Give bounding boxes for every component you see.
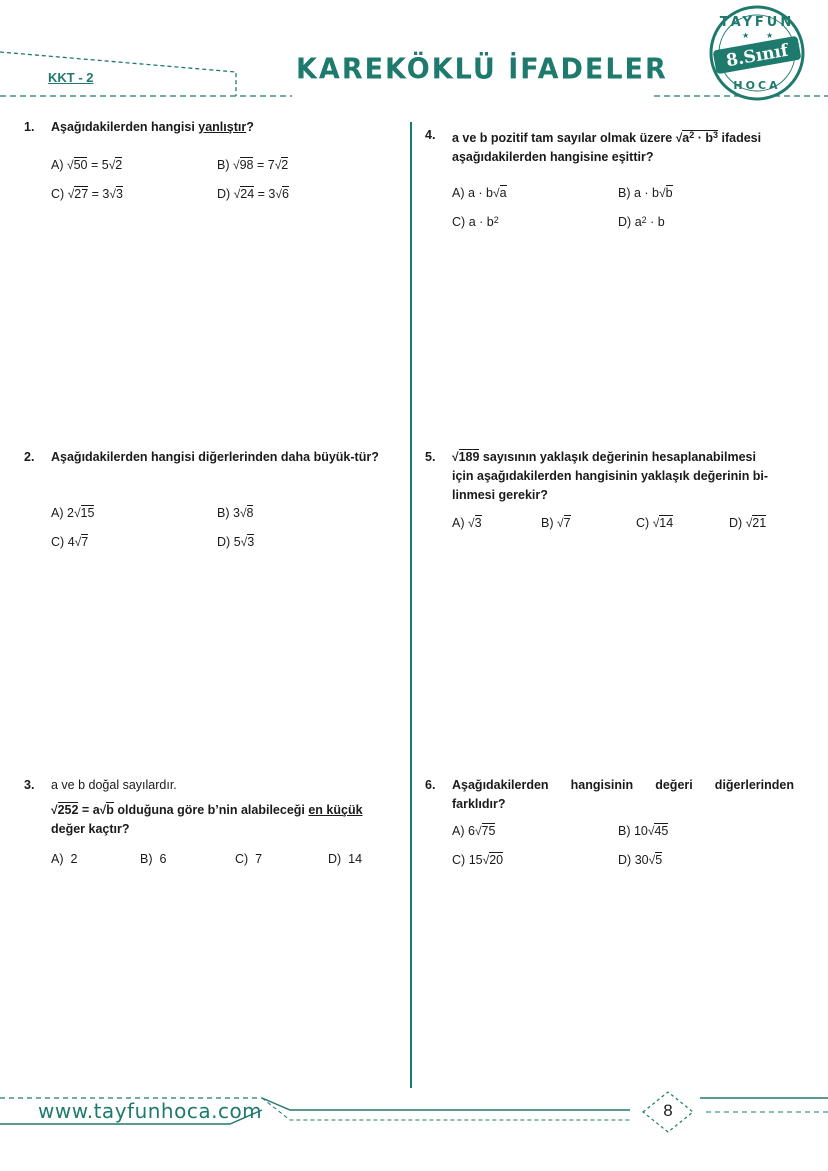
option-b[interactable]: B) √7 [541, 516, 571, 530]
option-d[interactable]: D) 14 [328, 852, 363, 866]
brand-badge [708, 4, 806, 102]
question-number: 1. [24, 120, 35, 134]
option-a[interactable]: A) 2√15 [51, 506, 95, 520]
option-d[interactable]: D) √24 = 3√6 [217, 187, 289, 201]
option-b[interactable]: B) 10√45 [618, 824, 669, 838]
question-text: Aşağıdakilerden hangisi diğerlerinden daha büyük-tür? [51, 450, 379, 464]
question-5 [425, 448, 800, 548]
option-b[interactable]: B) √98 = 7√2 [217, 158, 289, 172]
question-2 [24, 448, 394, 558]
question-3 [24, 776, 399, 876]
option-a[interactable]: A) √3 [452, 516, 482, 530]
page-title: KAREKÖKLÜ İFADELER [296, 53, 668, 86]
option-d[interactable]: D) $a^2 \cdot b$ [618, 215, 665, 229]
badge-seal-icon [708, 4, 806, 102]
question-text-line-2: için aşağıdakilerden hangisinin yaklaşık değerinin bi- [452, 469, 769, 483]
question-text-line-1: a ve b pozitif tam sayılar olmak üzere $√a^2 \cdot b^3$ ifadesi [452, 130, 762, 145]
question-text-line-2: √252 = a√b olduğuna göre b’nin alabileceği en küçük [51, 803, 363, 817]
page-number: 8 [663, 1101, 673, 1120]
question-text-line-3: değer kaçtır? [51, 822, 130, 836]
website-link[interactable]: www.tayfunhoca.com [38, 1099, 263, 1123]
question-number: 4. [425, 128, 436, 142]
option-c[interactable]: C) 4√7 [51, 535, 89, 549]
question-number: 5. [425, 450, 436, 464]
option-b[interactable]: B) 3√8 [217, 506, 254, 520]
question-4 [425, 126, 800, 236]
question-text-line-2: aşağıdakilerden hangisine eşittir? [452, 150, 654, 164]
option-c[interactable]: C) √14 [636, 516, 674, 530]
option-c[interactable]: C) √27 = 3√3 [51, 187, 123, 201]
option-b[interactable]: B) 6 [140, 852, 167, 866]
badge-mid-text: 8.Sınıf [724, 40, 790, 72]
test-code: KKT - 2 [48, 70, 94, 85]
question-text-line-3: linmesi gerekir? [452, 488, 548, 502]
svg-text:★: ★ [742, 31, 750, 40]
badge-top-text: TAYFUN [719, 15, 795, 30]
option-d[interactable]: D) 30√5 [618, 853, 663, 867]
option-c[interactable]: C) 7 [235, 852, 263, 866]
question-1 [24, 118, 394, 218]
option-a[interactable]: A) 2 [51, 852, 78, 866]
option-b[interactable]: B) a · b√b [618, 186, 673, 200]
badge-bottom-text: HOCA [733, 79, 781, 92]
question-6 [425, 776, 797, 876]
question-text: Aşağıdakilerden hangisinin değeri diğerlerinden farklıdır? [452, 778, 794, 811]
option-c[interactable]: C) 15√20 [452, 853, 504, 867]
option-a[interactable]: A) √50 = 5√2 [51, 158, 123, 172]
option-c[interactable]: C) $a \cdot b^2$ [452, 215, 499, 229]
option-d[interactable]: D) 5√3 [217, 535, 255, 549]
question-text-line-1: √189 sayısının yaklaşık değerinin hesaplanabilmesi [452, 450, 756, 464]
question-text-line-1: a ve b doğal sayılardır. [51, 778, 177, 792]
question-text: Aşağıdakilerden hangisi yanlıştır? [51, 120, 254, 134]
option-a[interactable]: A) a · b√a [452, 186, 507, 200]
column-divider [410, 122, 412, 1088]
svg-text:★: ★ [766, 31, 774, 40]
question-number: 3. [24, 778, 35, 792]
question-number: 6. [425, 778, 436, 792]
option-d[interactable]: D) √21 [729, 516, 767, 530]
question-number: 2. [24, 450, 35, 464]
option-a[interactable]: A) 6√75 [452, 824, 496, 838]
